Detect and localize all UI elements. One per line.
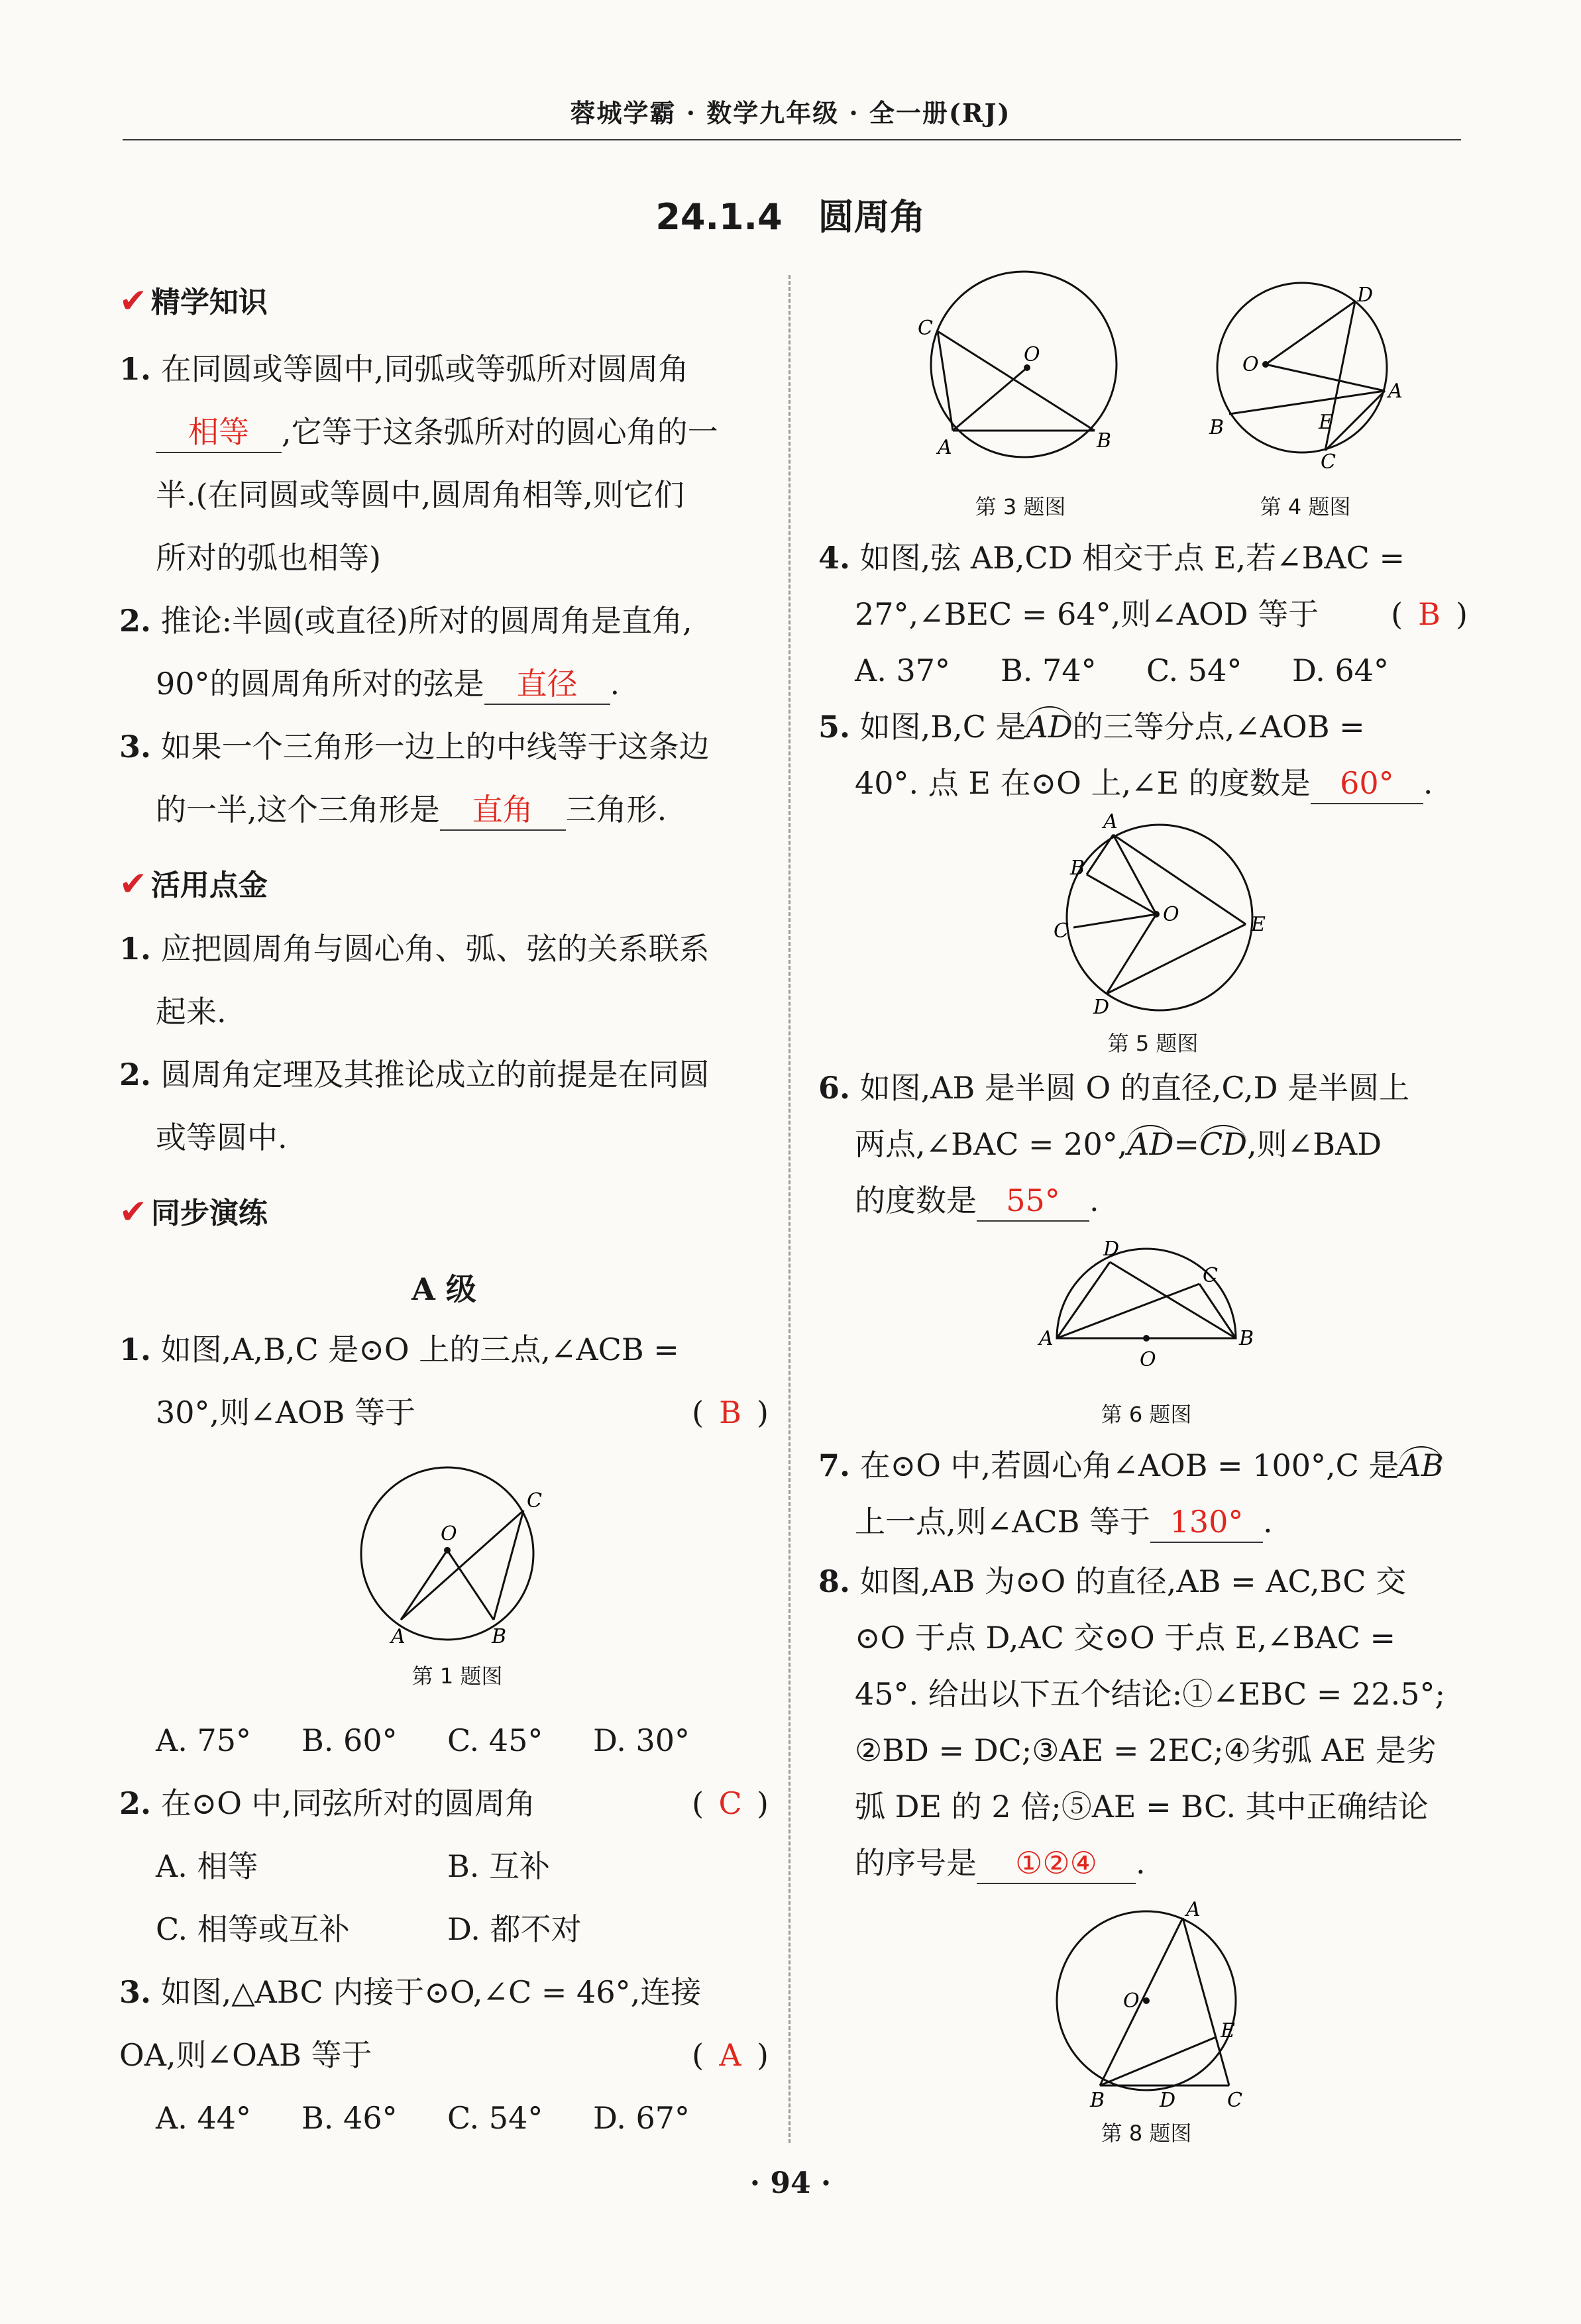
q1-options bbox=[156, 1709, 765, 1772]
section-usage-label: 活用点金 bbox=[150, 869, 268, 902]
level-heading: A 级 bbox=[411, 1271, 476, 1307]
check-icon: ✔ bbox=[119, 282, 147, 320]
fig8-center bbox=[1143, 1997, 1150, 2004]
q1-answer-paren: ( B ) bbox=[692, 1381, 769, 1444]
fig3-ca bbox=[938, 331, 953, 431]
q2-text-a: 在⊙O 中,同弦所对的圆周角 bbox=[160, 1785, 536, 1821]
q3-text-a: 如图,△ABC 内接于⊙O,∠C = 46°,连接 bbox=[160, 1974, 702, 2010]
u1-text-b: 起来. bbox=[156, 994, 227, 1030]
figure-q1 bbox=[351, 1457, 563, 1656]
figure-q5 bbox=[1040, 812, 1279, 1024]
fig1-caption: 第 1 题图 bbox=[411, 1664, 503, 1689]
k1-answer: 相等 bbox=[156, 412, 282, 453]
q3-option-d: D. 67° bbox=[593, 2100, 690, 2136]
k2-answer: 直径 bbox=[484, 664, 610, 705]
k3-text-c: 三角形. bbox=[565, 792, 667, 827]
k3-text-b: 的一半,这个三角形是 bbox=[156, 792, 440, 827]
q7-answer: 130° bbox=[1150, 1502, 1263, 1543]
q2-option-d: D. 都不对 bbox=[447, 1911, 582, 1947]
fig3-cb bbox=[938, 331, 1095, 431]
knowledge-2 bbox=[119, 590, 769, 715]
fig4-ba bbox=[1229, 391, 1385, 414]
q6-text-b3: ,则∠BAD bbox=[1247, 1126, 1382, 1162]
fig8-label-e: E bbox=[1221, 2019, 1235, 2042]
fig4-label-b: B bbox=[1209, 416, 1225, 439]
q8-text-f: 的序号是 bbox=[855, 1845, 977, 1881]
fig1-ob bbox=[447, 1550, 494, 1620]
fig5-center bbox=[1153, 911, 1160, 918]
q2-option-c: C. 相等或互补 bbox=[156, 1911, 350, 1947]
q5-text-c: . bbox=[1423, 765, 1433, 801]
fig3-label-a: A bbox=[938, 436, 952, 459]
fig6-semicircle bbox=[1057, 1249, 1236, 1338]
q2-number: 2. bbox=[119, 1785, 152, 1821]
fig5-co bbox=[1073, 914, 1156, 927]
fig5-label-a: A bbox=[1103, 812, 1118, 833]
q8-text-e: 弧 DE 的 2 倍;⑤AE = BC. 其中正确结论 bbox=[855, 1789, 1429, 1824]
k3-number: 3. bbox=[119, 729, 152, 765]
fig4-label-o: O bbox=[1242, 353, 1259, 376]
fig4-oa bbox=[1266, 364, 1385, 391]
q5-text-a1: 如图,B,C 是 bbox=[859, 709, 1026, 745]
question-8 bbox=[818, 1554, 1468, 1891]
q7-number: 7. bbox=[818, 1448, 851, 1483]
q4-text-b: 27°,∠BEC = 64°,则∠AOD 等于 bbox=[855, 596, 1319, 632]
fig3-label-o: O bbox=[1024, 343, 1040, 366]
fig4-od bbox=[1266, 301, 1355, 364]
column-divider bbox=[789, 275, 790, 2143]
fig5-label-d: D bbox=[1093, 996, 1110, 1019]
q8-text-d: ②BD = DC;③AE = 2EC;④劣弧 AE 是劣 bbox=[855, 1732, 1437, 1768]
q3-answer: A bbox=[719, 2037, 741, 2073]
figure-q4 bbox=[1199, 275, 1405, 474]
fig5-label-b: B bbox=[1070, 857, 1085, 880]
fig5-circle bbox=[1067, 825, 1252, 1010]
fig3-label-b: B bbox=[1097, 429, 1112, 452]
q4-answer: B bbox=[1418, 596, 1441, 632]
header-rule bbox=[123, 139, 1461, 140]
q6-answer: 55° bbox=[977, 1181, 1089, 1222]
usage-1 bbox=[119, 918, 769, 1043]
fig8-label-d: D bbox=[1160, 2089, 1176, 2112]
u2-text-a: 圆周角定理及其推论成立的前提是在同圆 bbox=[160, 1057, 710, 1092]
fig3-caption: 第 3 题图 bbox=[975, 494, 1066, 519]
k1-number: 1. bbox=[119, 351, 152, 387]
q8-text-b: ⊙O 于点 D,AC 交⊙O 于点 E,∠BAC = bbox=[855, 1620, 1396, 1656]
q2-answer-paren: ( C ) bbox=[692, 1772, 769, 1835]
page-title: 24.1.4 圆周角 bbox=[655, 196, 926, 238]
question-3 bbox=[119, 1961, 769, 2150]
fig5-ae bbox=[1113, 835, 1246, 924]
fig8-label-b: B bbox=[1090, 2089, 1105, 2112]
question-2 bbox=[119, 1772, 769, 1961]
q6-arc-ad: AD bbox=[1127, 1126, 1174, 1162]
q8-answer: ①②④ bbox=[977, 1843, 1136, 1884]
fig6-label-a: A bbox=[1039, 1327, 1054, 1350]
figure-q3 bbox=[908, 265, 1133, 464]
section-practice bbox=[119, 1189, 268, 1232]
q1-answer: B bbox=[719, 1395, 741, 1430]
u1-number: 1. bbox=[119, 931, 152, 967]
fig5-label-e: E bbox=[1251, 913, 1266, 936]
k3-answer: 直角 bbox=[440, 790, 566, 831]
fig4-label-c: C bbox=[1321, 450, 1336, 474]
q6-text-d: . bbox=[1089, 1183, 1099, 1218]
q4-option-c: C. 54° bbox=[1146, 653, 1242, 688]
question-4 bbox=[818, 530, 1468, 699]
u1-text-a: 应把圆周角与圆心角、弧、弦的关系联系 bbox=[160, 931, 710, 967]
q5-answer: 60° bbox=[1311, 763, 1423, 804]
k1-text-b: ,它等于这条弧所对的圆心角的一 bbox=[282, 414, 718, 450]
check-icon: ✔ bbox=[119, 865, 147, 903]
fig8-label-o: O bbox=[1123, 1989, 1140, 2013]
fig4-caption: 第 4 题图 bbox=[1260, 494, 1351, 519]
fig4-center bbox=[1262, 361, 1269, 368]
fig6-label-o: O bbox=[1140, 1348, 1156, 1371]
q4-answer-paren: ( B ) bbox=[1391, 586, 1468, 643]
q6-arc-cd: CD bbox=[1199, 1126, 1248, 1162]
k2-text-c: . bbox=[610, 666, 620, 702]
q3-text-b: OA,则∠OAB 等于 bbox=[119, 2037, 372, 2073]
section-practice-label: 同步演练 bbox=[150, 1196, 268, 1230]
u2-number: 2. bbox=[119, 1057, 152, 1092]
fig5-caption: 第 5 题图 bbox=[1107, 1031, 1199, 1056]
figure-q8 bbox=[1034, 1901, 1259, 2113]
fig4-ac bbox=[1325, 391, 1385, 450]
fig8-label-a: A bbox=[1186, 1901, 1201, 1921]
fig8-label-c: C bbox=[1227, 2089, 1242, 2112]
q2-answer: C bbox=[718, 1785, 742, 1821]
fig3-ao bbox=[953, 368, 1027, 431]
q3-option-a: A. 44° bbox=[156, 2100, 251, 2136]
q3-answer-paren: ( A ) bbox=[692, 2024, 769, 2087]
q1-option-a: A. 75° bbox=[156, 1722, 251, 1758]
k2-number: 2. bbox=[119, 603, 152, 639]
q7-arc: AB bbox=[1399, 1448, 1444, 1483]
q7-text-b: 上一点,则∠ACB 等于 bbox=[855, 1504, 1151, 1540]
knowledge-1 bbox=[119, 338, 769, 590]
k2-text-b: 90°的圆周角所对的弦是 bbox=[156, 666, 484, 702]
q4-number: 4. bbox=[818, 540, 851, 576]
fig5-label-o: O bbox=[1163, 903, 1179, 926]
q6-text-a: 如图,AB 是半圆 O 的直径,C,D 是半圆上 bbox=[859, 1070, 1410, 1106]
knowledge-3 bbox=[119, 715, 769, 841]
q3-option-b: B. 46° bbox=[301, 2100, 398, 2136]
fig1-ac bbox=[401, 1510, 523, 1620]
k1-text-c: 半.(在同圆或等圆中,圆周角相等,则它们 bbox=[156, 477, 684, 513]
fig5-label-c: C bbox=[1054, 920, 1069, 943]
figure-q6 bbox=[1034, 1239, 1259, 1385]
fig6-ac bbox=[1057, 1284, 1199, 1338]
q1-option-b: B. 60° bbox=[301, 1722, 398, 1758]
question-1 bbox=[119, 1318, 769, 1444]
section-usage bbox=[119, 861, 268, 904]
q5-text-a2: 的三等分点,∠AOB = bbox=[1072, 709, 1365, 745]
q7-text-c: . bbox=[1263, 1504, 1273, 1540]
fig6-label-c: C bbox=[1203, 1264, 1218, 1287]
running-header: 蓉城学霸 · 数学九年级 · 全一册(RJ) bbox=[570, 98, 1011, 128]
fig6-label-d: D bbox=[1103, 1239, 1120, 1261]
k1-text-d: 所对的弧也相等) bbox=[156, 540, 381, 576]
k3-text-a: 如果一个三角形一边上的中线等于这条边 bbox=[160, 729, 710, 765]
page-number: · 94 · bbox=[749, 2166, 832, 2200]
q1-option-d: D. 30° bbox=[593, 1722, 690, 1758]
fig6-center bbox=[1143, 1335, 1150, 1342]
fig1-label-c: C bbox=[527, 1489, 542, 1512]
fig4-label-d: D bbox=[1357, 284, 1374, 307]
fig6-cb bbox=[1199, 1284, 1236, 1338]
u2-text-b: 或等圆中. bbox=[156, 1120, 288, 1155]
fig3-label-c: C bbox=[918, 317, 933, 340]
k2-text-a: 推论:半圆(或直径)所对的圆周角是直角, bbox=[160, 603, 692, 639]
q8-number: 8. bbox=[818, 1563, 851, 1599]
q2-option-b: B. 互补 bbox=[447, 1848, 551, 1884]
question-5 bbox=[818, 699, 1468, 812]
q6-number: 6. bbox=[818, 1070, 851, 1106]
q5-arc: AD bbox=[1026, 706, 1073, 745]
q6-text-b2: = bbox=[1173, 1126, 1199, 1162]
fig1-label-a: A bbox=[391, 1625, 406, 1648]
fig1-label-b: B bbox=[492, 1625, 507, 1648]
fig8-be bbox=[1100, 2037, 1216, 2086]
q1-text-b: 30°,则∠AOB 等于 bbox=[156, 1395, 416, 1430]
usage-2 bbox=[119, 1043, 769, 1169]
question-6 bbox=[818, 1060, 1468, 1229]
q8-text-g: . bbox=[1136, 1845, 1146, 1881]
q2-option-a: A. 相等 bbox=[156, 1848, 258, 1884]
fig6-label-b: B bbox=[1239, 1327, 1254, 1350]
section-knowledge bbox=[119, 278, 268, 321]
fig1-bc bbox=[494, 1510, 523, 1620]
fig1-label-o: O bbox=[441, 1522, 457, 1546]
q8-text-c: 45°. 给出以下五个结论:①∠EBC = 22.5°; bbox=[855, 1676, 1445, 1712]
k1-text-a: 在同圆或等圆中,同弧或等弧所对圆周角 bbox=[160, 351, 689, 387]
q6-text-c: 的度数是 bbox=[855, 1183, 977, 1218]
fig8-caption: 第 8 题图 bbox=[1101, 2121, 1192, 2146]
q6-text-b1: 两点,∠BAC = 20°, bbox=[855, 1126, 1128, 1162]
fig4-label-e: E bbox=[1319, 411, 1333, 434]
q1-number: 1. bbox=[119, 1332, 152, 1367]
question-7 bbox=[818, 1438, 1468, 1550]
q8-text-a: 如图,AB 为⊙O 的直径,AB = AC,BC 交 bbox=[859, 1563, 1407, 1599]
fig8-ab bbox=[1100, 1918, 1183, 2086]
q1-option-c: C. 45° bbox=[447, 1722, 543, 1758]
fig8-ac bbox=[1183, 1918, 1229, 2086]
q4-text-a: 如图,弦 AB,CD 相交于点 E,若∠BAC = bbox=[859, 540, 1405, 576]
q5-text-b: 40°. 点 E 在⊙O 上,∠E 的度数是 bbox=[855, 765, 1311, 801]
check-icon: ✔ bbox=[119, 1192, 147, 1231]
q4-option-a: A. 37° bbox=[855, 653, 950, 688]
q1-text-a: 如图,A,B,C 是⊙O 上的三点,∠ACB = bbox=[160, 1332, 679, 1367]
q7-text-a1: 在⊙O 中,若圆心角∠AOB = 100°,C 是 bbox=[859, 1448, 1399, 1483]
q4-option-b: B. 74° bbox=[1001, 653, 1097, 688]
q3-number: 3. bbox=[119, 1974, 152, 2010]
section-knowledge-label: 精学知识 bbox=[150, 286, 268, 319]
fig6-caption: 第 6 题图 bbox=[1101, 1402, 1192, 1427]
fig1-center bbox=[444, 1547, 451, 1554]
fig4-label-a: A bbox=[1388, 380, 1403, 403]
q3-option-c: C. 54° bbox=[447, 2100, 543, 2136]
q4-option-d: D. 64° bbox=[1292, 653, 1390, 688]
q5-number: 5. bbox=[818, 709, 851, 745]
